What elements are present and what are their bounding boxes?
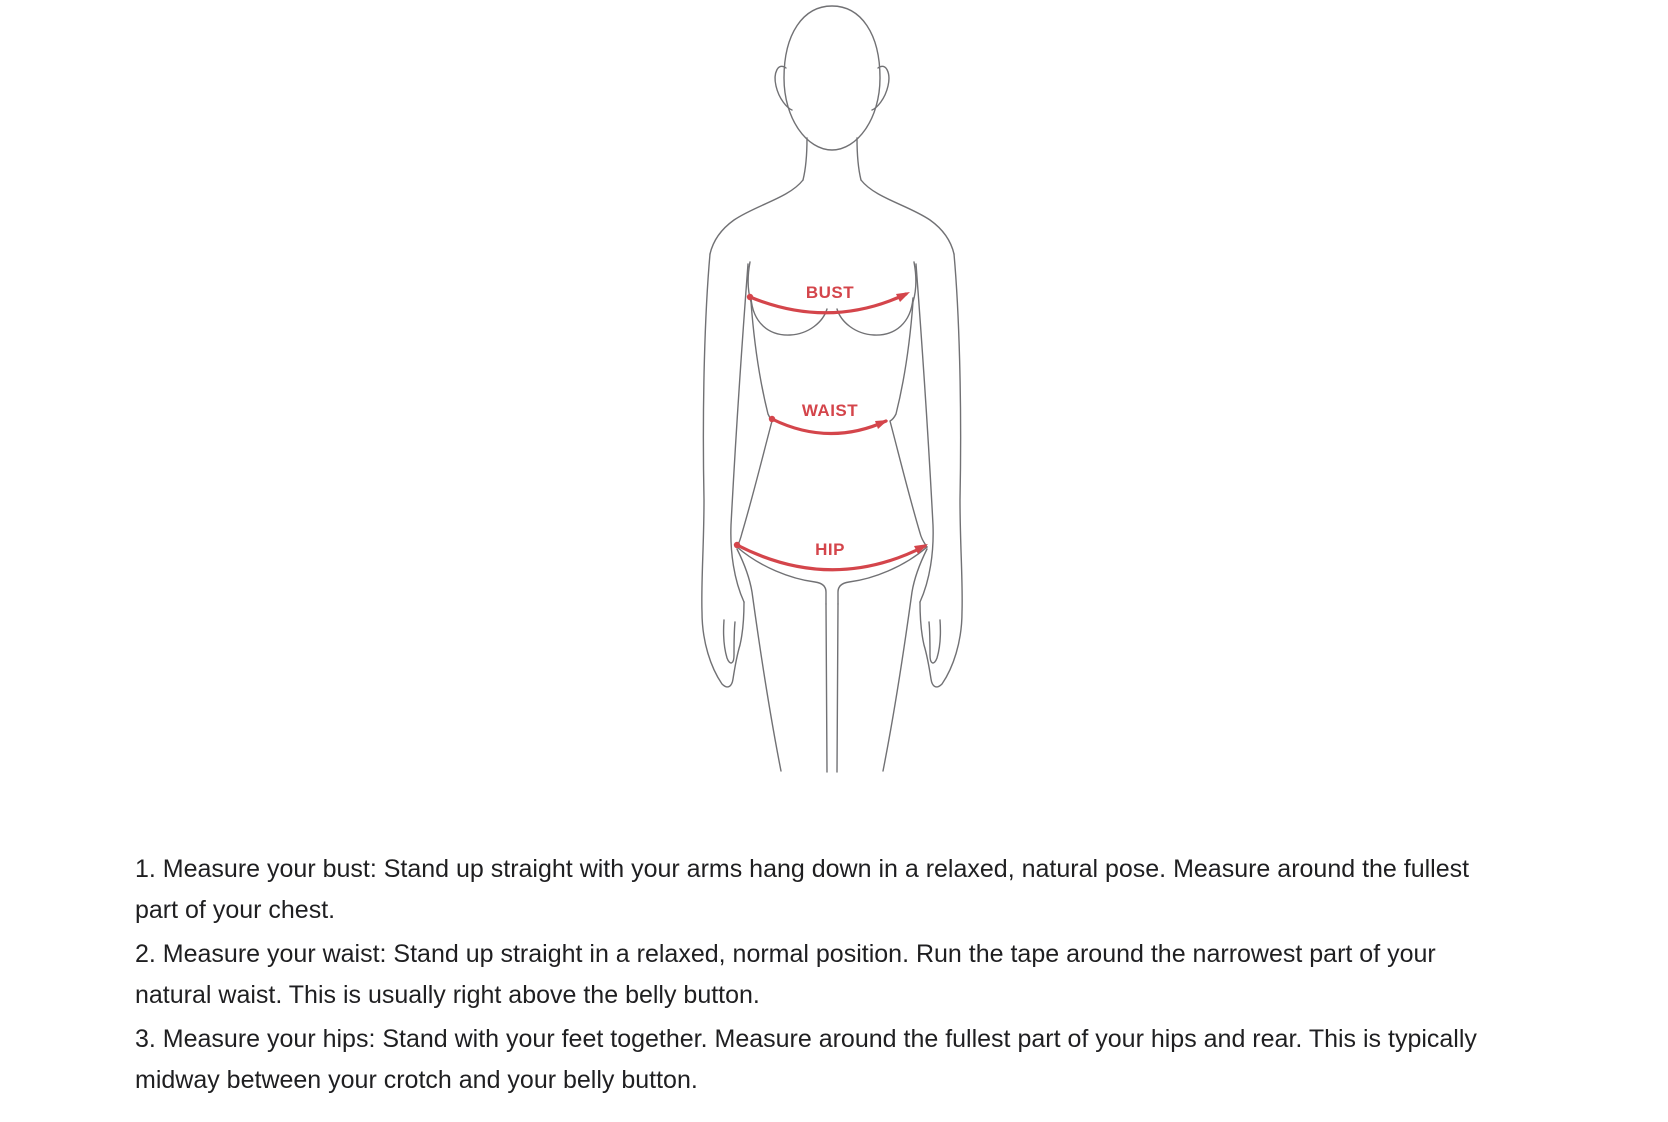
waist-label: WAIST	[801, 401, 859, 420]
torso-right-side	[890, 262, 927, 547]
measurement-instructions	[135, 849, 1635, 1104]
instruction-bust	[135, 849, 1635, 931]
left-hand-finger	[724, 620, 735, 663]
body-outline	[702, 6, 962, 772]
right-hand-finger	[929, 620, 940, 663]
left-arm-inner	[731, 264, 748, 602]
measurement-line-ends	[734, 292, 928, 554]
left-outer-leg	[737, 549, 781, 771]
head-outline	[784, 6, 880, 150]
waist-measure-line	[772, 419, 886, 434]
neck-right-line	[857, 138, 861, 180]
bust-label: BUST	[805, 283, 855, 302]
right-shoulder	[861, 180, 954, 254]
instruction-waist	[135, 934, 1635, 1016]
right-arm-outer	[920, 254, 962, 687]
bust-line-start-dot	[747, 294, 753, 300]
instruction-line: natural waist. This is usually right above the belly button.	[135, 981, 760, 1009]
instruction-hips	[135, 1019, 1635, 1101]
instruction-line: 2. Measure your waist: Stand up straight in a relaxed, normal position. Run the tape around the narrowest part of your	[135, 940, 1436, 968]
right-bust-curve	[837, 298, 913, 335]
left-inner-leg	[826, 604, 827, 772]
waist-arrowhead	[875, 420, 888, 429]
measurement-lines	[737, 294, 925, 570]
measurement-labels	[802, 283, 858, 559]
hip-line-start-dot	[734, 542, 740, 548]
bust-arrowhead	[896, 292, 910, 302]
right-hip-curve	[838, 547, 927, 604]
neck-left-line	[803, 138, 807, 180]
instruction-line: 1. Measure your bust: Stand up straight with your arms hang down in a relaxed, natural pose. Measure around the fullest	[135, 855, 1470, 883]
right-outer-leg	[883, 549, 927, 771]
right-inner-leg	[837, 604, 838, 772]
left-shoulder	[710, 180, 803, 254]
left-arm-outer	[702, 254, 744, 687]
instruction-line: midway between your crotch and your belly button.	[135, 1066, 698, 1094]
body-measurement-diagram	[640, 0, 1030, 790]
hip-label: HIP	[815, 540, 845, 559]
instruction-line: 3. Measure your hips: Stand with your feet together. Measure around the fullest part of your hips and rear. This is typically	[135, 1025, 1477, 1053]
left-hip-curve	[737, 547, 826, 604]
waist-line-start-dot	[769, 416, 775, 422]
instruction-line: part of your chest.	[135, 896, 336, 924]
left-bust-curve	[751, 298, 827, 335]
